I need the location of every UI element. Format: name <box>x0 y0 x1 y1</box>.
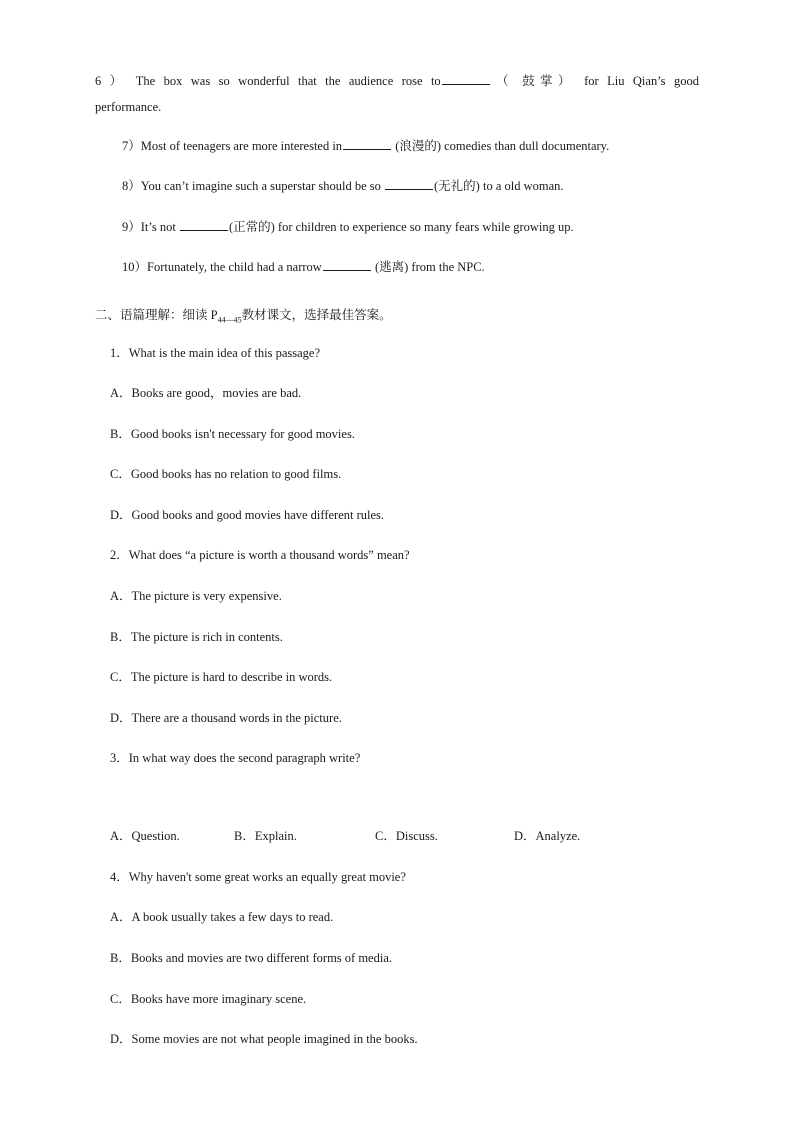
item8-blank[interactable] <box>385 177 433 190</box>
section2-title <box>95 306 392 330</box>
question-stem: 4．Why haven't some great works an equally great movie? <box>110 870 406 884</box>
option[interactable]: C．Books have more imaginary scene. <box>110 992 307 1006</box>
option[interactable]: A．Question. <box>110 829 180 843</box>
option[interactable]: D．Good books and good movies have different rules. <box>110 508 385 522</box>
question-stem: 3．In what way does the second paragraph write? <box>110 751 361 765</box>
item10-text-after: (逃离) from the NPC. <box>371 260 485 274</box>
item7-text-after: (浪漫的) comedies than dull documentary. <box>392 139 610 153</box>
option[interactable]: C．Discuss. <box>375 829 438 843</box>
option[interactable]: B．Explain. <box>234 829 297 843</box>
item9-text: 9）It’s not <box>122 220 179 234</box>
item6-line1 <box>95 72 699 90</box>
item8-text-after: (无礼的) to a old woman. <box>434 179 564 193</box>
option[interactable]: A．Books are good，movies are bad. <box>110 386 302 400</box>
item8-text: 8）You can’t imagine such a superstar should be so <box>122 179 385 193</box>
item7-blank[interactable] <box>343 137 391 150</box>
item6-line2: performance. <box>95 100 162 114</box>
item8 <box>122 177 564 195</box>
item9-text-after: (正常的) for children to experience so many fears while growing up. <box>228 220 574 234</box>
section2-title-prefix: 二、语篇理解：细读 P <box>95 308 218 322</box>
item9 <box>122 218 574 236</box>
item6-text-after: for Liu Qian’s good <box>575 74 699 88</box>
item10-blank[interactable] <box>323 258 371 271</box>
item6-text: 6 ） The box was so wonderful that the audience rose to <box>95 74 441 88</box>
option[interactable]: D．There are a thousand words in the picture. <box>110 711 342 725</box>
item7-text: 7）Most of teenagers are more interested in <box>122 139 343 153</box>
question-stem: 1．What is the main idea of this passage? <box>110 346 321 360</box>
option[interactable]: C．Good books has no relation to good films. <box>110 467 342 481</box>
item10-text: 10）Fortunately, the child had a narrow <box>122 260 322 274</box>
option[interactable]: D．Analyze. <box>514 829 581 843</box>
option[interactable]: B．The picture is rich in contents. <box>110 630 283 644</box>
option[interactable]: B．Good books isn't necessary for good movies. <box>110 427 355 441</box>
item10 <box>122 258 485 276</box>
item6-hint: （ 鼓掌） <box>490 74 576 88</box>
option[interactable]: D．Some movies are not what people imagined in the books. <box>110 1032 418 1046</box>
option[interactable]: A．A book usually takes a few days to read. <box>110 910 334 924</box>
option[interactable]: A．The picture is very expensive. <box>110 589 282 603</box>
section2-pages: 44—45 <box>217 315 242 325</box>
option[interactable]: B．Books and movies are two different forms of media. <box>110 951 393 965</box>
question-stem: 2．What does “a picture is worth a thousand words” mean? <box>110 548 410 562</box>
item6-blank[interactable] <box>442 72 490 85</box>
item9-blank[interactable] <box>180 218 228 231</box>
section2-title-suffix: 教材课文，选择最佳答案。 <box>241 308 392 322</box>
option[interactable]: C．The picture is hard to describe in words. <box>110 670 333 684</box>
item7 <box>122 137 609 155</box>
